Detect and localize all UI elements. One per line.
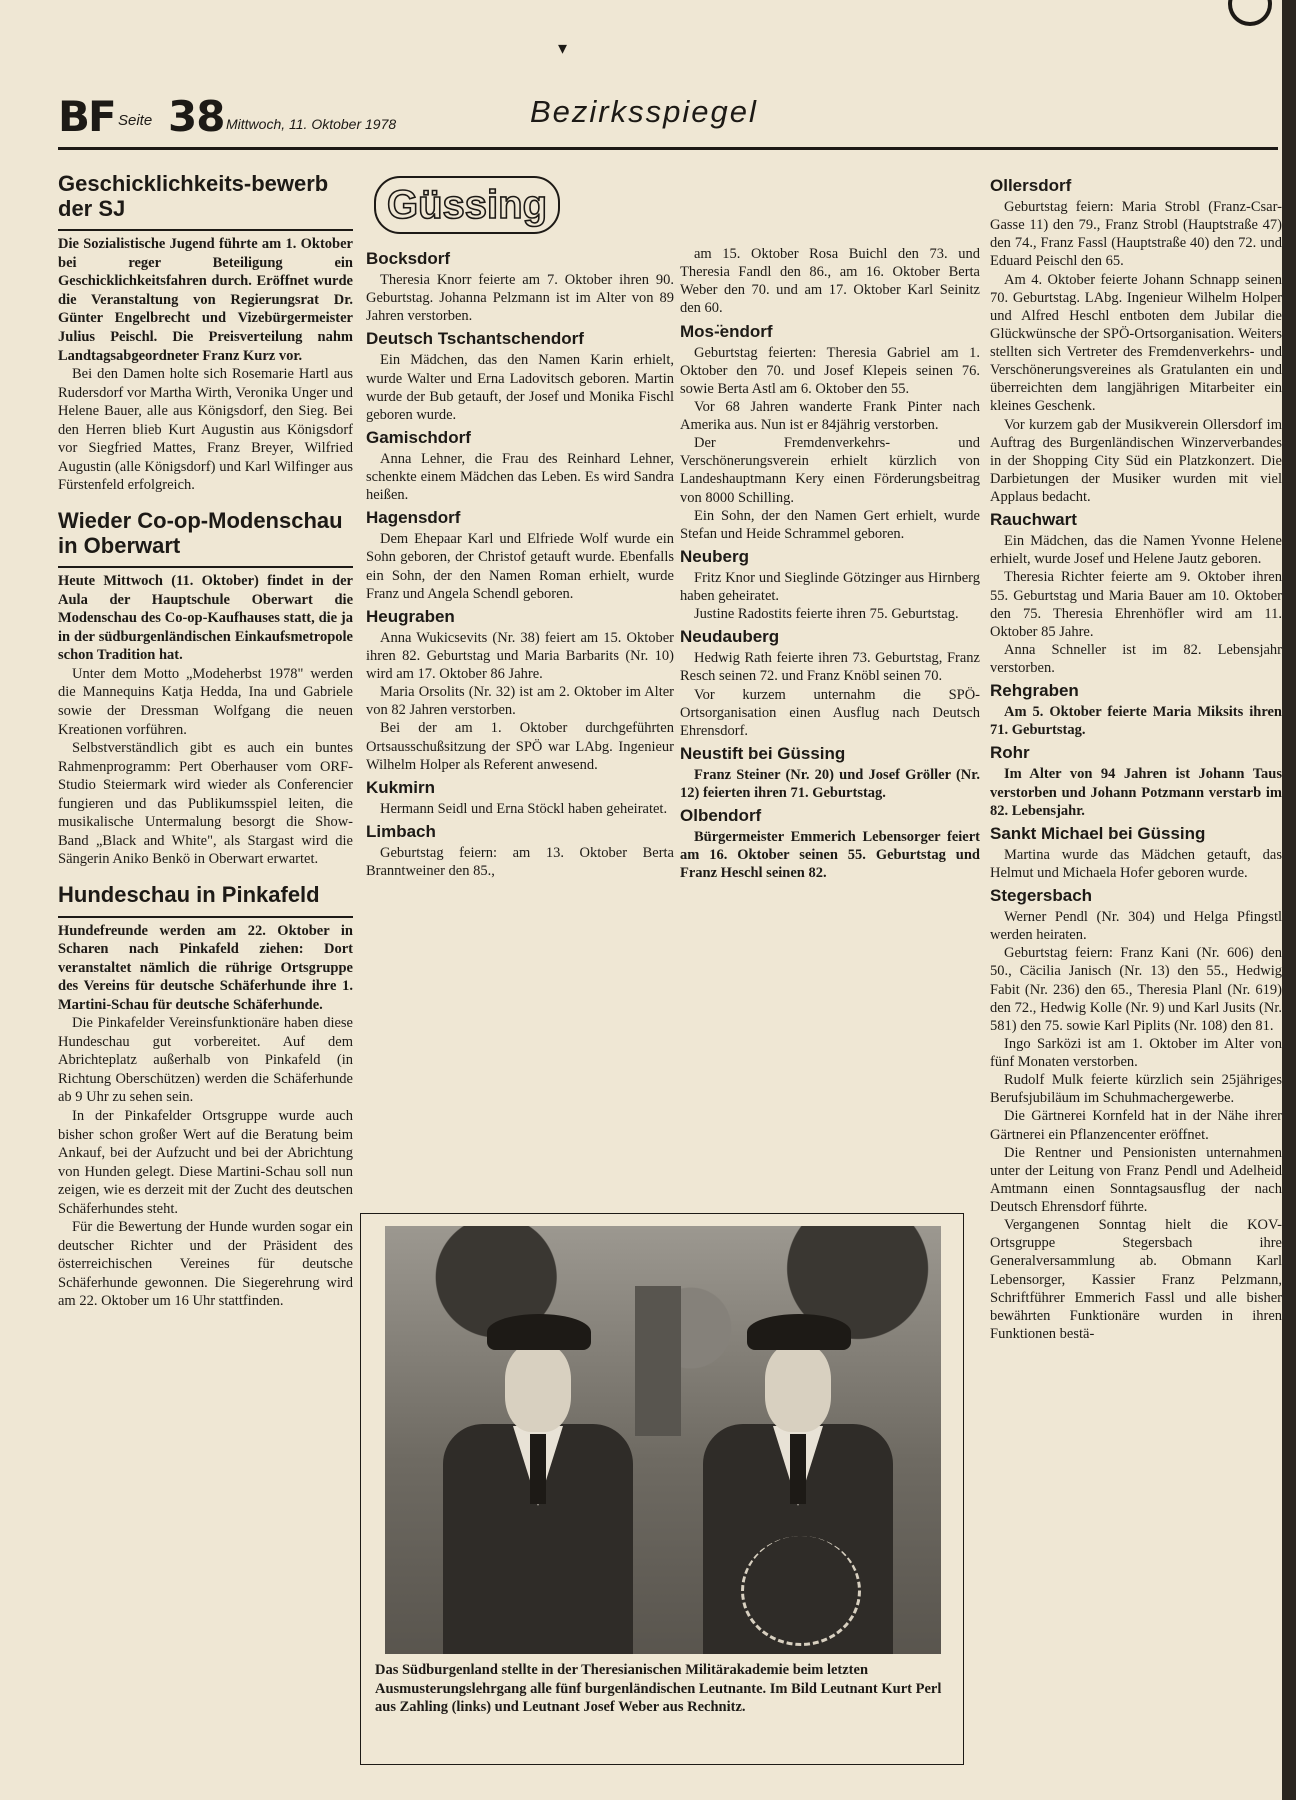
town-heading: Rauchwart — [990, 510, 1077, 530]
town-news: am 15. Oktober Rosa Buichl den 73. und Theresia Fandl den 86., am 16. Oktober Berta Weber den 70. und am 17. Oktober Karl Seinitz den 60. — [680, 246, 980, 317]
town-heading: Limbach — [366, 821, 436, 841]
aiguillette-cord — [741, 1536, 861, 1646]
town-news: Anna Lehner, die Frau des Reinhard Lehner, schenkte einem Mädchen das Leben. Es wird Sandra heißen. — [366, 450, 674, 504]
paper-logo: BF — [58, 92, 115, 141]
town-heading: Kukmirn — [366, 777, 435, 797]
town-news: Geburtstag feiern: am 13. Oktober Berta Branntweiner den 85., — [366, 844, 674, 879]
town-heading: Rohr — [990, 743, 1030, 763]
town-news: Im Alter von 94 Jahren ist Johann Taus verstorben und Johann Potzmann verstarb im 82. Lebensjahr. — [990, 766, 1282, 819]
town-news: Vor kurzem unternahm die SPÖ-Ortsorganisation einen Ausflug nach Deutsch Ehrensdorf. — [680, 686, 980, 739]
officer-left — [443, 1314, 633, 1654]
issue-date: Mittwoch, 11. Oktober 1978 — [226, 116, 397, 132]
town-news: Vor kurzem gab der Musikverein Ollersdorf im Auftrag des Burgenländischen Winzerverbandes in der Shopping City Süd ein Platzkonzert. Die Darbietungen der Musiker wurden mit viel Applaus bedacht. — [990, 416, 1282, 505]
town-news: Am 5. Oktober feierte Maria Miksits ihren 71. Geburtstag. — [990, 704, 1282, 739]
town-news: Die Rentner und Pensionisten unternahmen unter der Leitung von Franz Pendl und Adelheid Amtmann einen Sonntagsausflug der nach Deutsch Ehrensdorf führte. — [990, 1144, 1282, 1215]
town-heading: Heugraben — [366, 606, 455, 626]
article-lead: Heute Mittwoch (11. Oktober) findet in der Aula der Hauptschule Oberwart die Modenschau des Co-op-Kaufhauses statt, die ja in der südburgenländischen Einkaufsmetropole schon Tradition hat. — [58, 566, 353, 665]
town-heading: Neustift bei Güssing — [680, 743, 846, 763]
town-heading: Rehgraben — [990, 681, 1079, 701]
town-news: Theresia Richter feierte am 9. Oktober ihren 55. Geburtstag und Maria Bauer am 10. Oktober den 75. Theresia Ehrenhöfler wird am 11. Oktober 85 Jahre. — [990, 569, 1282, 640]
town-news: Ein Mädchen, das den Namen Karin erhielt, wurde Walter und Erna Ladovitsch geboren. Martin wurde der Bub getauft, der Josef und Monika Fischl geboren wurde. — [366, 352, 674, 423]
article-headline: Wieder Co-op-Modenschau in Oberwart — [58, 507, 343, 558]
town-news: Anna Wukicsevits (Nr. 38) feiert am 15. Oktober ihren 82. Geburtstag und Maria Barbarits (Nr. 10) wird am 17. Oktober 86 Jahre. — [366, 629, 674, 682]
town-heading: Gamischdorf — [366, 427, 471, 447]
town-news: Ingo Sarközi ist am 1. Oktober im Alter von fünf Monaten verstorben. — [990, 1035, 1282, 1070]
photo-caption: Das Südburgenland stellte in der Theresianischen Militärakademie beim letzten Ausmusterungslehrgang alle fünf burgenländischen Leutnante. Im Bild Leutnant Kurt Perl aus Zahling (links) und Leutnant Josef Weber aus Rechnitz. — [375, 1662, 942, 1716]
town-news: Bei der am 1. Oktober durchgeführten Ortsausschußsitzung der SPÖ war LAbg. Ingenieur Wilhelm Holper als Referent anwesend. — [366, 720, 674, 773]
town-news: Fritz Knor und Sieglinde Götzinger aus Hirnberg haben geheiratet. — [680, 569, 980, 604]
gussing-column-2 — [680, 245, 980, 883]
town-news: Bürgermeister Emmerich Lebensorger feiert am 16. Oktober seinen 55. Geburtstag und Franz Heschl seinen 82. — [680, 829, 980, 882]
article-hundeschau — [58, 883, 353, 1311]
town-news: Geburtstag feiern: Franz Kani (Nr. 606) den 50., Cäcilia Janisch (Nr. 13) den 55., Hedwig Fabit (Nr. 236) den 65., Theresia Planl (Nr. 619) den 72., Hedwig Kolle (Nr. 9) und Karl Jusits (Nr. 581) den 75. sowie Karl Piplits (Nr. 108) den 81. — [990, 945, 1282, 1034]
gussing-column-1 — [366, 245, 674, 880]
officers-photo — [385, 1226, 941, 1654]
article-paragraph: In der Pinkafelder Ortsgruppe wurde auch bisher schon großer Wert auf die Beratung beim Ankauf, bei der Aufzucht und bei der Abrichtung von Hunden gelegt. Diese Martini-Schau soll nun zeigen, wie es derzeit mit der Zucht des deutschen Schäferhundes steht. — [58, 1108, 353, 1217]
town-news: Maria Orsolits (Nr. 32) ist am 2. Oktober im Alter von 82 Jahren verstorben. — [366, 684, 674, 719]
print-mark: ▾ — [558, 38, 568, 58]
town-news: Werner Pendl (Nr. 304) und Helga Pfingstl werden heiraten. — [990, 909, 1282, 944]
town-news: Ein Sohn, der den Namen Gert erhielt, wurde Stefan und Heide Schrammel geboren. — [680, 507, 980, 542]
article-paragraph: Bei den Damen holte sich Rosemarie Hartl aus Rudersdorf vor Martha Wirth, Veronika Unger und Helene Bauer, alle aus Königsdorf, den Sieg. Bei den Herren blieb Kurt Augustin aus Königsdorf vor Siegfried Mattes, Franz Breyer, Wilfried Augustin (alle Königsdorf) und Karl Wilfinger aus Fürstenfeld erfolgreich. — [58, 366, 353, 494]
town-news: Franz Steiner (Nr. 20) und Josef Gröller (Nr. 12) feierten ihren 71. Geburtstag. — [680, 766, 980, 801]
article-paragraph: Unter dem Motto „Modeherbst 1978" werden die Mannequins Katja Hedda, Ina und Gabriele sowie der Dressman Wolfgang die neuen Kreationen vorführen. — [58, 665, 353, 738]
town-heading: Sankt Michael bei Güssing — [990, 823, 1206, 843]
town-news: Die Gärtnerei Kornfeld hat in der Nähe ihrer Gärtnerei ein Pflanzencenter eröffnet. — [990, 1108, 1282, 1143]
town-heading: Stegersbach — [990, 886, 1093, 905]
town-news: Ein Mädchen, das die Namen Yvonne Helene erhielt, wurde Josef und Helene Jautz geboren. — [990, 533, 1282, 568]
paper-edge — [1282, 0, 1296, 1800]
article-modenschau — [58, 509, 353, 869]
masthead — [58, 92, 1278, 150]
town-heading: Olbendorf — [680, 806, 762, 826]
town-news: Anna Schneller ist im 82. Lebensjahr verstorben. — [990, 641, 1282, 676]
left-column — [58, 172, 353, 1325]
town-news: Vor 68 Jahren wanderte Frank Pinter nach Amerika aus. Nun ist er 84jährig verstorben. — [680, 398, 980, 433]
town-news: Martina wurde das Mädchen getauft, das Helmut und Michaela Hofer geboren wurde. — [990, 846, 1282, 881]
town-heading: Neudauberg — [680, 627, 780, 647]
town-news: Rudolf Mulk feierte kürzlich sein 25jähriges Berufsjubiläum im Schuhmachergewerbe. — [990, 1072, 1282, 1107]
town-news: Geburtstag feiern: Maria Strobl (Franz-Csar-Gasse 11) den 79., Franz Strobl (Hauptstraße 47) den 74., Franz Fassl (Hauptstraße 40) den 72. und Eduard Peischl den 65. — [990, 199, 1282, 270]
town-news: Der Fremdenverkehrs- und Verschönerungsverein erhielt kürzlich von Landeshauptmann Kery einen Förderungsbeitrag von 8000 Schilling. — [680, 435, 980, 506]
page-label: Seite — [118, 112, 153, 129]
town-heading: Bocksdorf — [366, 249, 451, 268]
town-news: Hermann Seidl und Erna Stöckl haben geheiratet. — [380, 800, 668, 817]
photo-background-monument — [635, 1286, 681, 1436]
town-news: Hedwig Rath feierte ihren 73. Geburtstag, Franz Resch seinen 72. und Franz Knöbl seinen 70. — [680, 650, 980, 685]
town-heading: Hagensdorf — [366, 508, 461, 528]
town-heading: Ollersdorf — [990, 176, 1072, 195]
article-headline: Hundeschau in Pinkafeld — [58, 881, 320, 907]
section-title: Bezirksspiegel — [530, 94, 758, 129]
corner-mark — [1228, 0, 1272, 26]
photo-box — [360, 1213, 964, 1765]
town-news: Geburtstag feierten: Theresia Gabriel am 1. Oktober den 70. und Josef Klepeis seinen 76. sowie Berta Astl am 6. Oktober den 55. — [680, 344, 980, 397]
right-column — [990, 172, 1282, 1343]
town-heading: Neuberg — [680, 546, 749, 566]
town-heading: Mos-̈endorf — [680, 321, 773, 341]
article-paragraph: Selbstverständlich gibt es auch ein buntes Rahmenprogramm: Pert Oberhauser vom ORF-Studio Steiermark wird wieder als Conferencier fungieren und das Publikumsspiel leiten, die musikalische Untermalung besorgt die Show-Band „Black and White", als Stargast wird die Sängerin Aniko Benkö in Oberwart erwartet. — [58, 740, 353, 868]
town-news: Vergangenen Sonntag hielt die KOV-Ortsgruppe Stegersbach ihre Generalversammlung ab. Obmann Karl Lebensorger, Kassier Franz Pelzmann, Schriftführer Emmerich Fassl und alle bisher bewährten Funktionäre wurden in ihren Funktionen bestä- — [990, 1217, 1282, 1342]
page-number: 38 — [168, 92, 225, 141]
article-lead: Hundefreunde werden am 22. Oktober in Scharen nach Pinkafeld ziehen: Dort veranstaltet nämlich die rührige Ortsgruppe des Vereins für deutsche Schäferhunde ihre 1. Martini-Schau für deutsche Schäferhunde. — [58, 916, 353, 1015]
town-news: Dem Ehepaar Karl und Elfriede Wolf wurde ein Sohn geboren, der Christof getauft wurde. Ebenfalls ein Sohn, der den Namen Roman erhielt, wurde Franz und Angela Schendl geboren. — [366, 531, 674, 602]
article-lead: Die Sozialistische Jugend führte am 1. Oktober bei reger Beteiligung ein Geschicklichkeitsfahren durch. Eröffnet wurde die Veranstaltung von Regierungsrat Dr. Günter Engelbrecht und Vizebürgermeister Julius Peischl. Die Preisverteilung nahm Landtagsabgeordneter Franz Kurz vor. — [58, 229, 353, 365]
town-heading: Deutsch Tschantschendorf — [366, 329, 584, 349]
town-news: Justine Radostits feierte ihren 75. Geburtstag. — [694, 606, 959, 623]
article-paragraph: Für die Bewertung der Hunde wurden sogar ein deutscher Richter und der Präsident des österreichischen Vereines für deutsche Schäferhunde gewonnen. Die Siegerehrung wird am 22. Oktober um 16 Uhr stattfinden. — [58, 1219, 353, 1310]
town-news: Theresia Knorr feierte am 7. Oktober ihren 90. Geburtstag. Johanna Pelzmann ist im Alter von 89 Jahren verstorben. — [366, 272, 674, 325]
article-headline: Geschicklichkeits-bewerb der SJ — [58, 171, 329, 221]
article-paragraph: Die Pinkafelder Vereinsfunktionäre haben diese Hundeschau gut vorbereitet. Auf dem Abrichteplatz außerhalb von Pinkafeld (in Richtung Oberschützen) werden die Schäferhunde ab 9 Uhr zu sehen sein. — [58, 1015, 353, 1106]
gussing-title: Güssing — [374, 176, 560, 234]
article-geschicklichkeit — [58, 172, 353, 495]
town-news: Am 4. Oktober feierte Johann Schnapp seinen 70. Geburtstag. LAbg. Ingenieur Wilhelm Holper und Alfred Heschl entboten dem Jubilar die Glückwünsche der SPÖ-Ortsorganisation. Weiters stellten sich Vertreter des Fremdenverkehrs- und Verschönerungsvereines als Gratulanten ein und überreichten dem langjährigen Mitarbeiter ein kleines Geschenk. — [990, 271, 1282, 415]
